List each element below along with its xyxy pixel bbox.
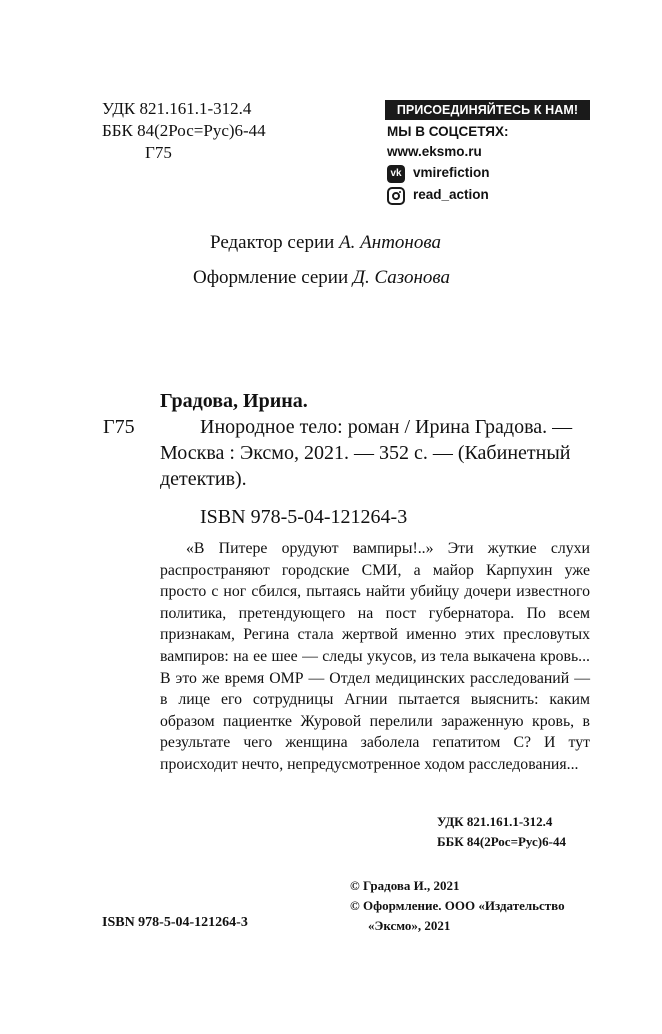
series-editor-name: А. Антонова [339,232,441,253]
website-link[interactable]: www.eksmo.ru [387,144,482,159]
series-design-label: Оформление серии [193,267,349,288]
udk-code: УДК 821.161.1-312.4 [102,99,252,118]
copyright-design-line2: «Эксмо», 2021 [368,918,451,933]
series-design-line [193,266,450,290]
bib-description [160,414,592,492]
copyright-isbn: ISBN 978-5-04-121264-3 [102,915,248,930]
instagram-handle[interactable]: read_action [413,187,489,202]
copyright-design-line1: © Оформление. ООО «Издательство [350,898,565,913]
series-editor-line [210,231,441,255]
bbk-code: ББК 84(2Рос=Рус)6-44 [102,121,266,140]
bib-description-text: Инородное тело: роман / Ирина Градова. — Москва : Эксмо, 2021. — 352 с. — (Кабинетный детектив). [160,416,573,490]
footer-udk: УДК 821.161.1-312.4 [437,814,553,829]
social-subtitle: МЫ В СОЦСЕТЯХ: [387,124,509,139]
series-editor-label: Редактор серии [210,232,335,253]
bib-isbn: ISBN 978-5-04-121264-3 [200,506,408,528]
author-mark: Г75 [145,143,172,162]
vk-icon: vk [387,165,405,183]
vk-handle[interactable]: vmirefiction [413,165,490,180]
social-banner: ПРИСОЕДИНЯЙТЕСЬ К НАМ! [385,100,590,120]
footer-bbk: ББК 84(2Рос=Рус)6-44 [437,834,566,849]
annotation: «В Питере орудуют вампиры!..» Эти жуткие слухи распространяют городские СМИ, а майор Карпухин уже просто с ног сбился, пытаясь найти убийцу дочери известного политика, претендующего на пост губернатора. По всем признакам, Регина стала жертвой именно этих пресловутых вампиров: на ее шее — следы укусов, из тела выкачена кровь... В это же время ОМР — Отдел медицинских расследований — в лице его сотрудницы Агнии пытается выяснить: каким образом пациентке Журовой перелили зараженную кровь, в результате чего женщина заболела гепатитом С? И тут происходит нечто, непредусмотренное ходом расследования... [160,540,590,773]
bib-author: Градова, Ирина. [160,390,308,412]
bib-mark: Г75 [103,416,135,438]
copyright-author: © Градова И., 2021 [350,878,460,893]
instagram-icon [387,187,405,205]
series-design-name: Д. Сазонова [352,267,450,288]
